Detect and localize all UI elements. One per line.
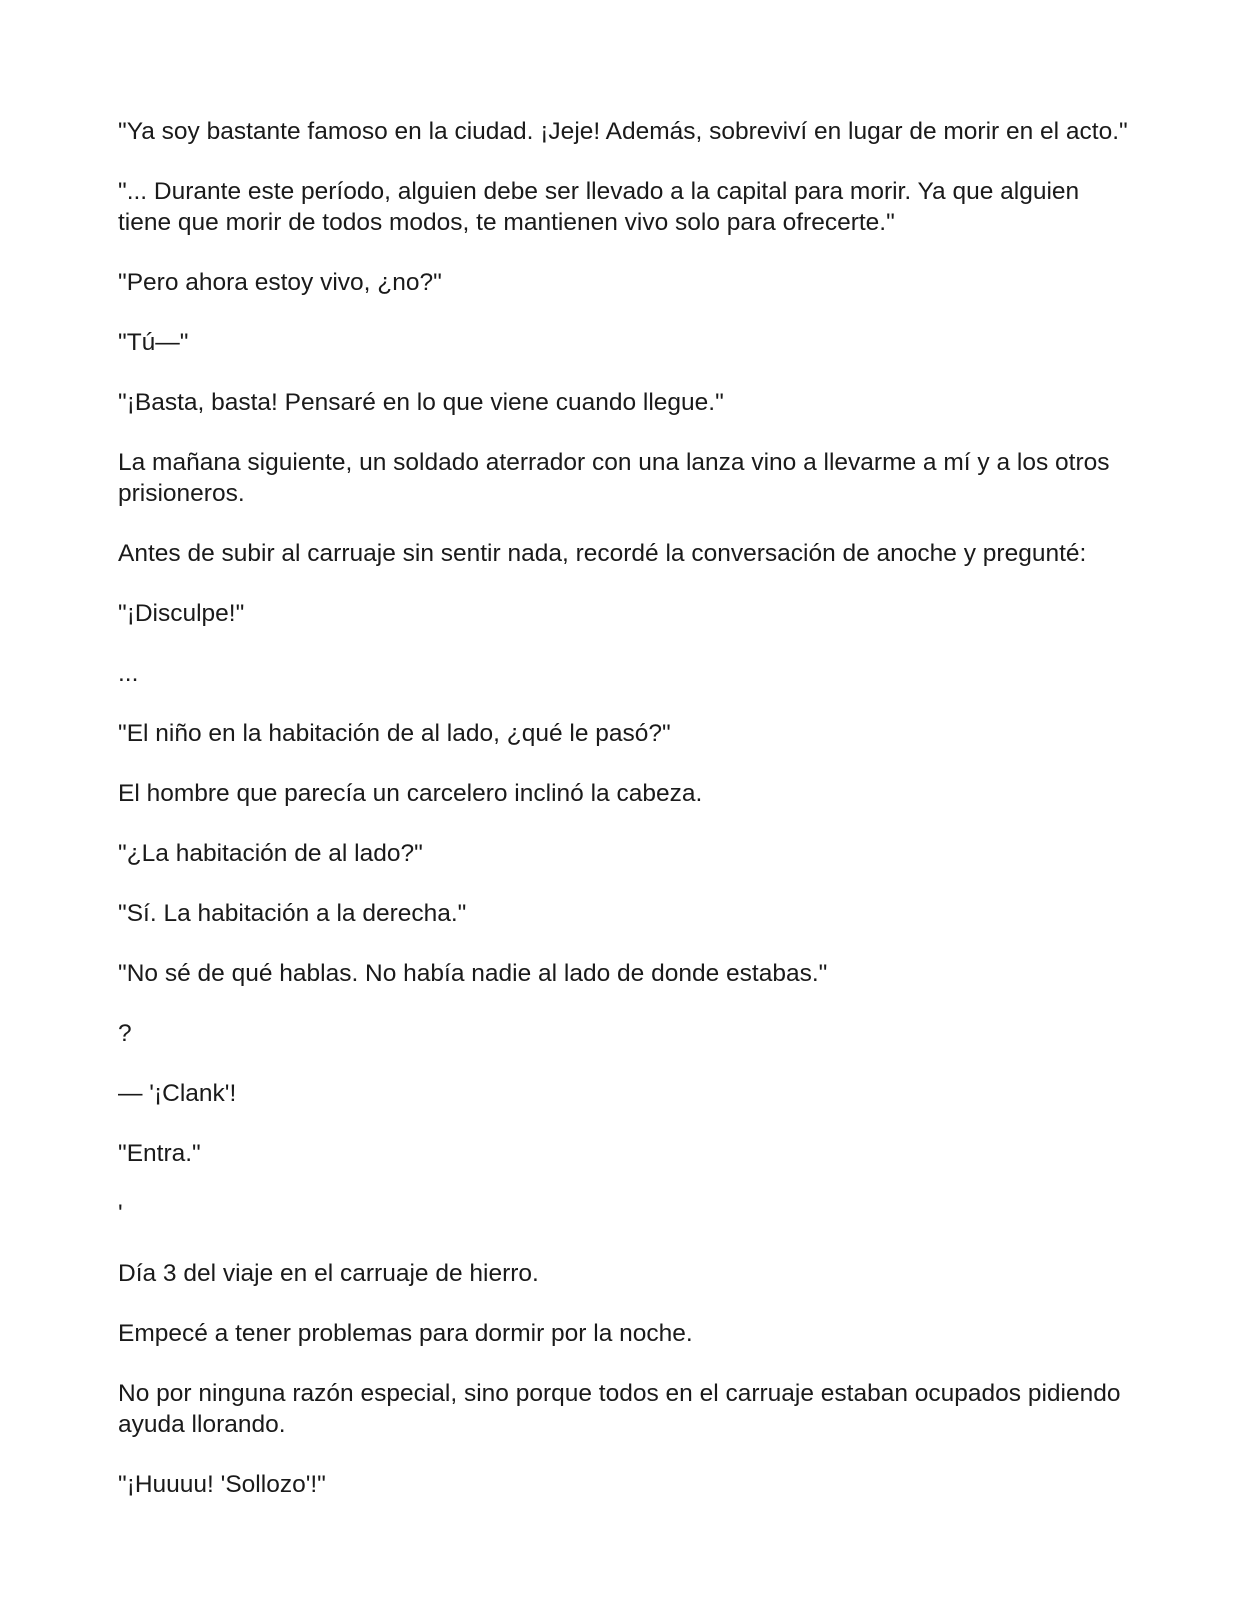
scene-break-mark: ' (118, 1200, 123, 1227)
paragraph: "¿La habitación de al lado?" (118, 840, 423, 867)
paragraph: — '¡Clank'! (118, 1080, 237, 1107)
paragraph: "Tú—" (118, 329, 189, 356)
paragraph: Día 3 del viaje en el carruaje de hierro. (118, 1260, 539, 1287)
paragraph: "Pero ahora estoy vivo, ¿no?" (118, 269, 442, 296)
paragraph: ? (118, 1020, 132, 1047)
paragraph: "... Durante este período, alguien debe ser llevado a la capital para morir. Ya que alguien tiene que morir de todos modos, te mantienen vivo solo para ofrecerte." (118, 178, 1086, 236)
paragraph: No por ninguna razón especial, sino porque todos en el carruaje estaban ocupados pidiendo ayuda llorando. (118, 1380, 1128, 1438)
paragraph: La mañana siguiente, un soldado aterrador con una lanza vino a llevarme a mí y a los otros prisioneros. (118, 449, 1117, 507)
paragraph: "Sí. La habitación a la derecha." (118, 900, 467, 927)
paragraph: El hombre que parecía un carcelero inclinó la cabeza. (118, 780, 703, 807)
paragraph: Empecé a tener problemas para dormir por la noche. (118, 1320, 693, 1347)
paragraph: "El niño en la habitación de al lado, ¿qué le pasó?" (118, 720, 671, 747)
paragraph: "¡Huuuu! 'Sollozo'!" (118, 1471, 326, 1498)
document-body (118, 116, 1128, 1529)
paragraph: "Entra." (118, 1140, 201, 1167)
paragraph: "¡Disculpe!" (118, 600, 245, 627)
paragraph: "No sé de qué hablas. No había nadie al lado de donde estabas." (118, 960, 828, 987)
paragraph: ... (118, 660, 139, 687)
paragraph: "Ya soy bastante famoso en la ciudad. ¡Jeje! Además, sobreviví en lugar de morir en el acto." (118, 118, 1128, 145)
paragraph: Antes de subir al carruaje sin sentir nada, recordé la conversación de anoche y pregunté: (118, 540, 1087, 567)
paragraph: "¡Basta, basta! Pensaré en lo que viene cuando llegue." (118, 389, 724, 416)
